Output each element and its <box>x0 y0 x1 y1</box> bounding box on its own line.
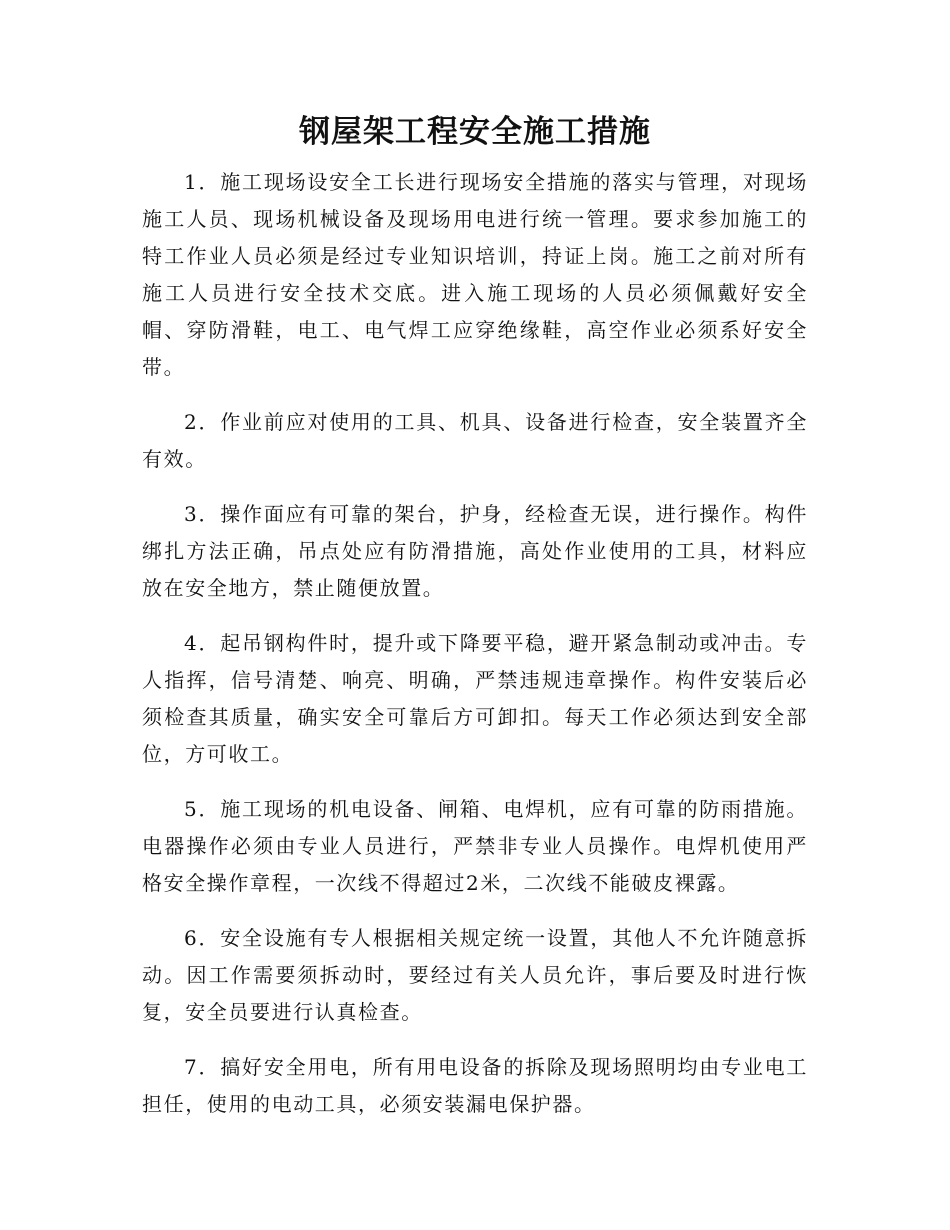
paragraph-3: 3．操作面应有可靠的架台，护身，经检查无误，进行操作。构件绑扎方法正确，吊点处应有防滑措施，高处作业使用的工具，材料应放在安全地方，禁止随便放置。 <box>142 502 808 600</box>
paragraph-1: 1．施工现场设安全工长进行现场安全措施的落实与管理，对现场施工人员、现场机械设备及现场用电进行统一管理。要求参加施工的特工作业人员必须是经过专业知识培训，持证上岗。施工之前对所有施工人员进行安全技术交底。进入施工现场的人员必须佩戴好安全帽、穿防滑鞋，电工、电气焊工应穿绝缘鞋，高空作业必须系好安全带。 <box>142 170 808 379</box>
paragraph-6: 6．安全设施有专人根据相关规定统一设置，其他人不允许随意拆动。因工作需要须拆动时，要经过有关人员允许，事后要及时进行恢复，安全员要进行认真检查。 <box>142 926 808 1024</box>
document-title: 钢屋架工程安全施工措施 <box>299 114 651 150</box>
paragraph-2: 2．作业前应对使用的工具、机具、设备进行检查，安全装置齐全有效。 <box>142 410 808 471</box>
paragraph-5: 5．施工现场的机电设备、闸箱、电焊机，应有可靠的防雨措施。电器操作必须由专业人员进行，严禁非专业人员操作。电焊机使用严格安全操作章程，一次线不得超过2米，二次线不能破皮裸露。 <box>142 797 808 895</box>
paragraph-7: 7．搞好安全用电，所有用电设备的拆除及现场照明均由专业电工担任，使用的电动工具，必须安装漏电保护器。 <box>142 1055 808 1116</box>
paragraph-4: 4．起吊钢构件时，提升或下降要平稳，避开紧急制动或冲击。专人指挥，信号清楚、响亮、明确，严禁违规违章操作。构件安装后必须检查其质量，确实安全可靠后方可卸扣。每天工作必须达到安全部位，方可收工。 <box>142 631 808 766</box>
